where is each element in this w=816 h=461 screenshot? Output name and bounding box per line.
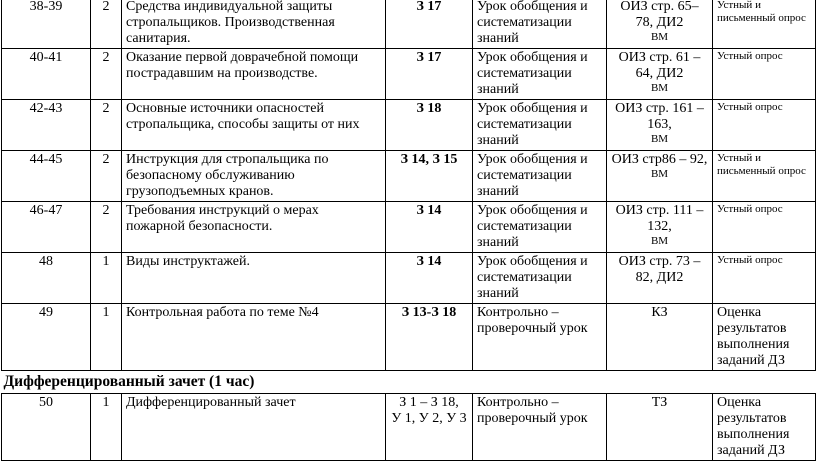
lesson-topic: Виды инструктажей. (122, 253, 386, 304)
table-row (2, 49, 816, 100)
control-form: Устный и письменный опрос (713, 0, 816, 49)
lesson-type: Урок обобщения и систематизации знаний (473, 0, 607, 49)
literature-cell (607, 253, 713, 304)
lesson-topic: Контрольная работа по теме №4 (122, 304, 386, 371)
control-form: Устный и письменный опрос (713, 151, 816, 202)
lesson-number: 46-47 (2, 202, 91, 253)
literature-sub: ВМ (650, 31, 669, 43)
literature-sub: ВМ (650, 82, 669, 94)
lesson-hours: 2 (91, 202, 122, 253)
literature-main: ОИЗ стр. 61 – 64, ДИ2 (618, 50, 701, 81)
literature-main: ОИЗ стр86 – 92, (611, 152, 708, 167)
literature-cell (607, 100, 713, 151)
lesson-topic: Требования инструкций о мерах пожарной безопасности. (122, 202, 386, 253)
literature-main: ОИЗ стр. 161 – 163, (615, 101, 704, 132)
lesson-type: Урок обобщения и систематизации знаний (473, 253, 607, 304)
literature-sub: ВМ (650, 235, 669, 247)
lesson-type: Урок обобщения и систематизации знаний (473, 202, 607, 253)
lesson-type: Урок обобщения и систематизации знаний (473, 49, 607, 100)
lesson-number: 44-45 (2, 151, 91, 202)
table-row (2, 253, 816, 304)
lesson-type: Контрольно – проверочный урок (473, 394, 607, 461)
control-form: Устный опрос (713, 202, 816, 253)
lesson-number: 40-41 (2, 49, 91, 100)
lesson-topic: Основные источники опасностей стропальщика, способы защиты от них (122, 100, 386, 151)
literature-cell: КЗ (607, 304, 713, 371)
competency-code (386, 394, 473, 461)
lesson-topic: Средства индивидуальной защиты стропальщиков. Производственная санитария. (122, 0, 386, 49)
lesson-hours: 2 (91, 100, 122, 151)
literature-sub: ВМ (650, 133, 669, 145)
table-row (2, 394, 816, 461)
control-form: Устный опрос (713, 253, 816, 304)
table-row (2, 304, 816, 371)
competency-code-line2: У 1, У 2, У 3 (391, 411, 467, 426)
competency-code: З 18 (386, 100, 473, 151)
lesson-topic: Оказание первой доврачебной помощи пострадавшим на производстве. (122, 49, 386, 100)
literature-main: ОИЗ стр. 111 – 132, (615, 203, 704, 234)
literature-cell (607, 49, 713, 100)
lesson-topic: Инструкция для стропальщика по безопасному обслуживанию грузоподъемных кранов. (122, 151, 386, 202)
lesson-hours: 1 (91, 304, 122, 371)
lesson-number: 38-39 (2, 0, 91, 49)
lesson-type: Контрольно – проверочный урок (473, 304, 607, 371)
control-form: Оценка результатов выполнения заданий ДЗ (713, 304, 816, 371)
lesson-hours: 2 (91, 0, 122, 49)
literature-main: ОИЗ стр. 73 – 82, ДИ2 (618, 254, 701, 285)
lesson-hours: 1 (91, 253, 122, 304)
competency-code: З 14, З 15 (386, 151, 473, 202)
table-row (2, 202, 816, 253)
table-row (2, 0, 816, 49)
literature-cell (607, 0, 713, 49)
competency-code: З 14 (386, 253, 473, 304)
lesson-hours: 2 (91, 151, 122, 202)
section-title: Дифференцированный зачет (1 час) (2, 371, 816, 394)
lesson-number: 48 (2, 253, 91, 304)
literature-sub: ВМ (650, 168, 669, 180)
lesson-type: Урок обобщения и систематизации знаний (473, 100, 607, 151)
table-row (2, 100, 816, 151)
literature-cell (607, 151, 713, 202)
lesson-plan-table (1, 0, 816, 461)
lesson-number: 42-43 (2, 100, 91, 151)
competency-code: З 17 (386, 49, 473, 100)
literature-main: ОИЗ стр. 65– 78, ДИ2 (620, 0, 699, 30)
competency-code: З 14 (386, 202, 473, 253)
lesson-number: 49 (2, 304, 91, 371)
control-form: Устный опрос (713, 100, 816, 151)
lesson-type: Урок обобщения и систематизации знаний (473, 151, 607, 202)
literature-cell (607, 202, 713, 253)
control-form: Устный опрос (713, 49, 816, 100)
literature-cell: ТЗ (607, 394, 713, 461)
section-row (2, 371, 816, 394)
lesson-hours: 2 (91, 49, 122, 100)
competency-code: З 13-З 18 (386, 304, 473, 371)
competency-code-line1: З 1 – З 18, (399, 395, 459, 410)
control-form: Оценка результатов выполнения заданий ДЗ (713, 394, 816, 461)
table-row (2, 151, 816, 202)
lesson-hours: 1 (91, 394, 122, 461)
lesson-number: 50 (2, 394, 91, 461)
lesson-topic: Дифференцированный зачет (122, 394, 386, 461)
competency-code: З 17 (386, 0, 473, 49)
